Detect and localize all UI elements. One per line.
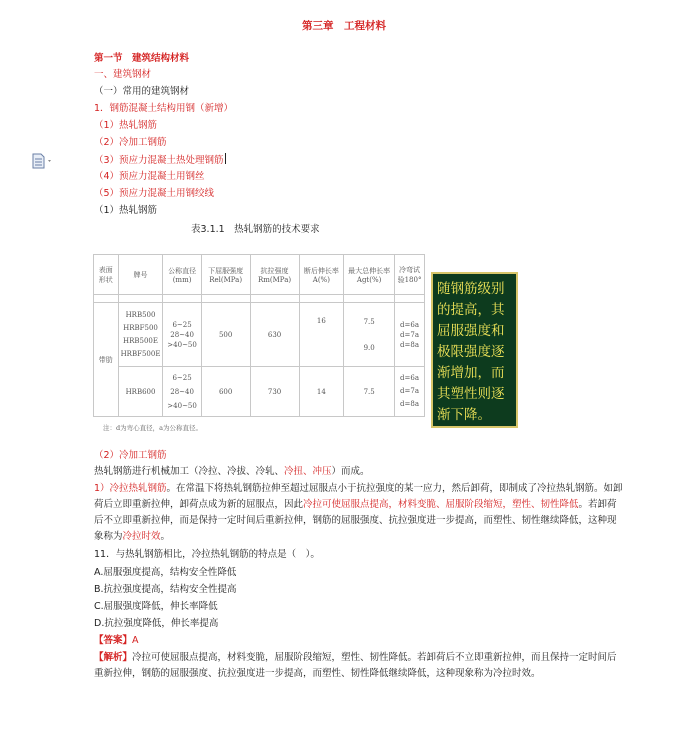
table-note: 注：d为弯心直径，a为公称直径。 [103, 424, 203, 432]
header-cell: 抗拉强度Rm(MPa) [250, 255, 299, 295]
outline-item: 一、建筑钢材 [94, 69, 152, 80]
bend-value: d=7a [400, 387, 420, 395]
diameter-value: 28~40 [170, 330, 194, 339]
text-run-highlight: 冷扭、冲压 [284, 466, 332, 477]
a-cell: 16 [299, 303, 344, 367]
diameter-cell [163, 367, 201, 417]
text-run-highlight: 1）冷拉热轧钢筋 [94, 483, 167, 494]
grade-value: HRBF500 [123, 323, 158, 332]
grade-value: HRBF500E [120, 349, 161, 358]
diameter-cell [163, 303, 201, 367]
outline-item: （1）热轧钢筋 [94, 120, 158, 131]
outline-item-with-cursor[interactable] [94, 153, 226, 168]
outline-item: （1）热轧钢筋 [94, 205, 158, 216]
table-row [94, 367, 425, 417]
option-b: B.抗拉强度提高，结构安全性提高 [94, 584, 237, 595]
agt-cell: 7.5 [344, 367, 395, 417]
grade-cell [118, 303, 163, 367]
agt-cell [344, 303, 395, 367]
text-run: 热轧钢筋进行机械加工（冷拉、冷拔、冷轧、 [94, 466, 285, 477]
rm-cell: 630 [250, 303, 299, 367]
document-icon[interactable] [32, 153, 54, 169]
option-d: D.抗拉强度降低，伸长率提高 [94, 618, 219, 629]
outline-item-text: （3）预应力混凝土热处理钢筋 [94, 155, 224, 166]
grade-value: HRB500 [125, 310, 156, 319]
header-cell: 公称直径(mm) [163, 255, 201, 295]
chapter-title: 第三章 工程材料 [302, 20, 386, 32]
paragraph-cold-drawn [94, 481, 624, 545]
text-cursor [225, 153, 226, 164]
rel-cell: 600 [201, 367, 250, 417]
header-cell: 下屈服强度Rel(MPa) [201, 255, 250, 295]
outline-item: （一）常用的建筑钢材 [94, 86, 190, 97]
callout-box: 随钢筋级别的提高，其屈服强度和极限强度逐渐增加，而其塑性则逐渐下降。 [431, 272, 518, 428]
section2-heading: （2）冷加工钢筋 [94, 450, 167, 461]
outline-item: 1．钢筋混凝土结构用钢（新增） [94, 103, 234, 114]
answer-line [94, 634, 139, 648]
header-cell: 牌号 [118, 255, 163, 295]
text-run: 。 [160, 531, 171, 542]
text-run-highlight: 冷拉时效 [122, 531, 161, 542]
bend-value: d=8a [400, 400, 420, 408]
diameter-value: 6~25 [172, 320, 192, 329]
agt-value: 9.0 [363, 343, 375, 352]
bend-value: d=8a [400, 340, 420, 349]
rel-cell: 500 [201, 303, 250, 367]
text-run: 。在常温下将热轧钢筋拉伸至超过屈服点小于抗拉强度的某一应力，然后卸荷，即制成了冷拉热轧钢筋。如卸荷后立即重新拉伸，卸荷点成为新的屈服点，因此 [94, 483, 623, 510]
outline-item: （5）预应力混凝土用钢绞线 [94, 188, 215, 199]
header-cell: 冷弯试验180° [395, 255, 425, 295]
answer-label: 【答案】 [94, 635, 133, 646]
bend-value: d=7a [400, 330, 420, 339]
table-caption: 表3.1.1 热轧钢筋的技术要求 [191, 224, 320, 235]
spec-table-wrapper [93, 254, 425, 432]
text-run: 。若卸荷后不立即重新拉伸，而是保持一定时间后重新拉伸，钢筋的屈服强度、抗拉强度进一步提高，而塑性、韧性继续降低，这种现象称为 [94, 499, 617, 542]
analysis-paragraph [94, 650, 624, 682]
bend-cell [395, 367, 425, 417]
table-spacer-row [94, 295, 425, 303]
grade-value: HRB500E [123, 336, 158, 345]
a-cell: 14 [299, 367, 344, 417]
header-cell: 最大总伸长率Agt(%) [344, 255, 395, 295]
spec-table [93, 254, 425, 417]
bend-value: d=6a [400, 374, 420, 382]
outline-item: （4）预应力混凝土用钢丝 [94, 171, 205, 182]
diameter-value: >40~50 [167, 340, 197, 349]
option-c: C.屈服强度降低，伸长率降低 [94, 601, 218, 612]
analysis-label: 【解析】 [94, 652, 133, 663]
header-cell: 表面形状 [94, 255, 119, 295]
section-title: 第一节 建筑结构材料 [94, 53, 190, 64]
table-header-row [94, 255, 425, 295]
rm-cell: 730 [250, 367, 299, 417]
table-row [94, 303, 425, 367]
analysis-text: 冷拉可使屈服点提高，材料变脆，屈服阶段缩短，塑性、韧性降低。若卸荷后不立即重新拉伸，而且保持一定时间后重新拉伸，钢筋的屈服强度、抗拉强度进一步提高，而塑性、韧性降低继续降低，这种现象称为冷拉时效。 [94, 652, 617, 679]
surface-shape-cell: 带肋 [94, 303, 119, 417]
text-run-highlight: 冷拉可使屈服点提高，材料变脆、屈服阶段缩短，塑性、韧性降低 [303, 499, 579, 510]
diameter-value: >40~50 [167, 401, 197, 410]
bend-value: d=6a [400, 320, 420, 329]
grade-cell: HRB600 [118, 367, 163, 417]
agt-value: 7.5 [363, 317, 375, 326]
section2-intro [94, 465, 370, 479]
diameter-value: 28~40 [170, 387, 194, 396]
question-text: 11．与热轧钢筋相比，冷拉热轧钢筋的特点是（ ）。 [94, 549, 320, 560]
answer-value: A [132, 635, 139, 646]
outline-item: （2）冷加工钢筋 [94, 137, 167, 148]
option-a: A.屈服强度提高，结构安全性降低 [94, 567, 237, 578]
bend-cell [395, 303, 425, 367]
header-cell: 断后伸长率A(%) [299, 255, 344, 295]
text-run: ）而成。 [331, 466, 370, 477]
diameter-value: 6~25 [172, 373, 192, 382]
